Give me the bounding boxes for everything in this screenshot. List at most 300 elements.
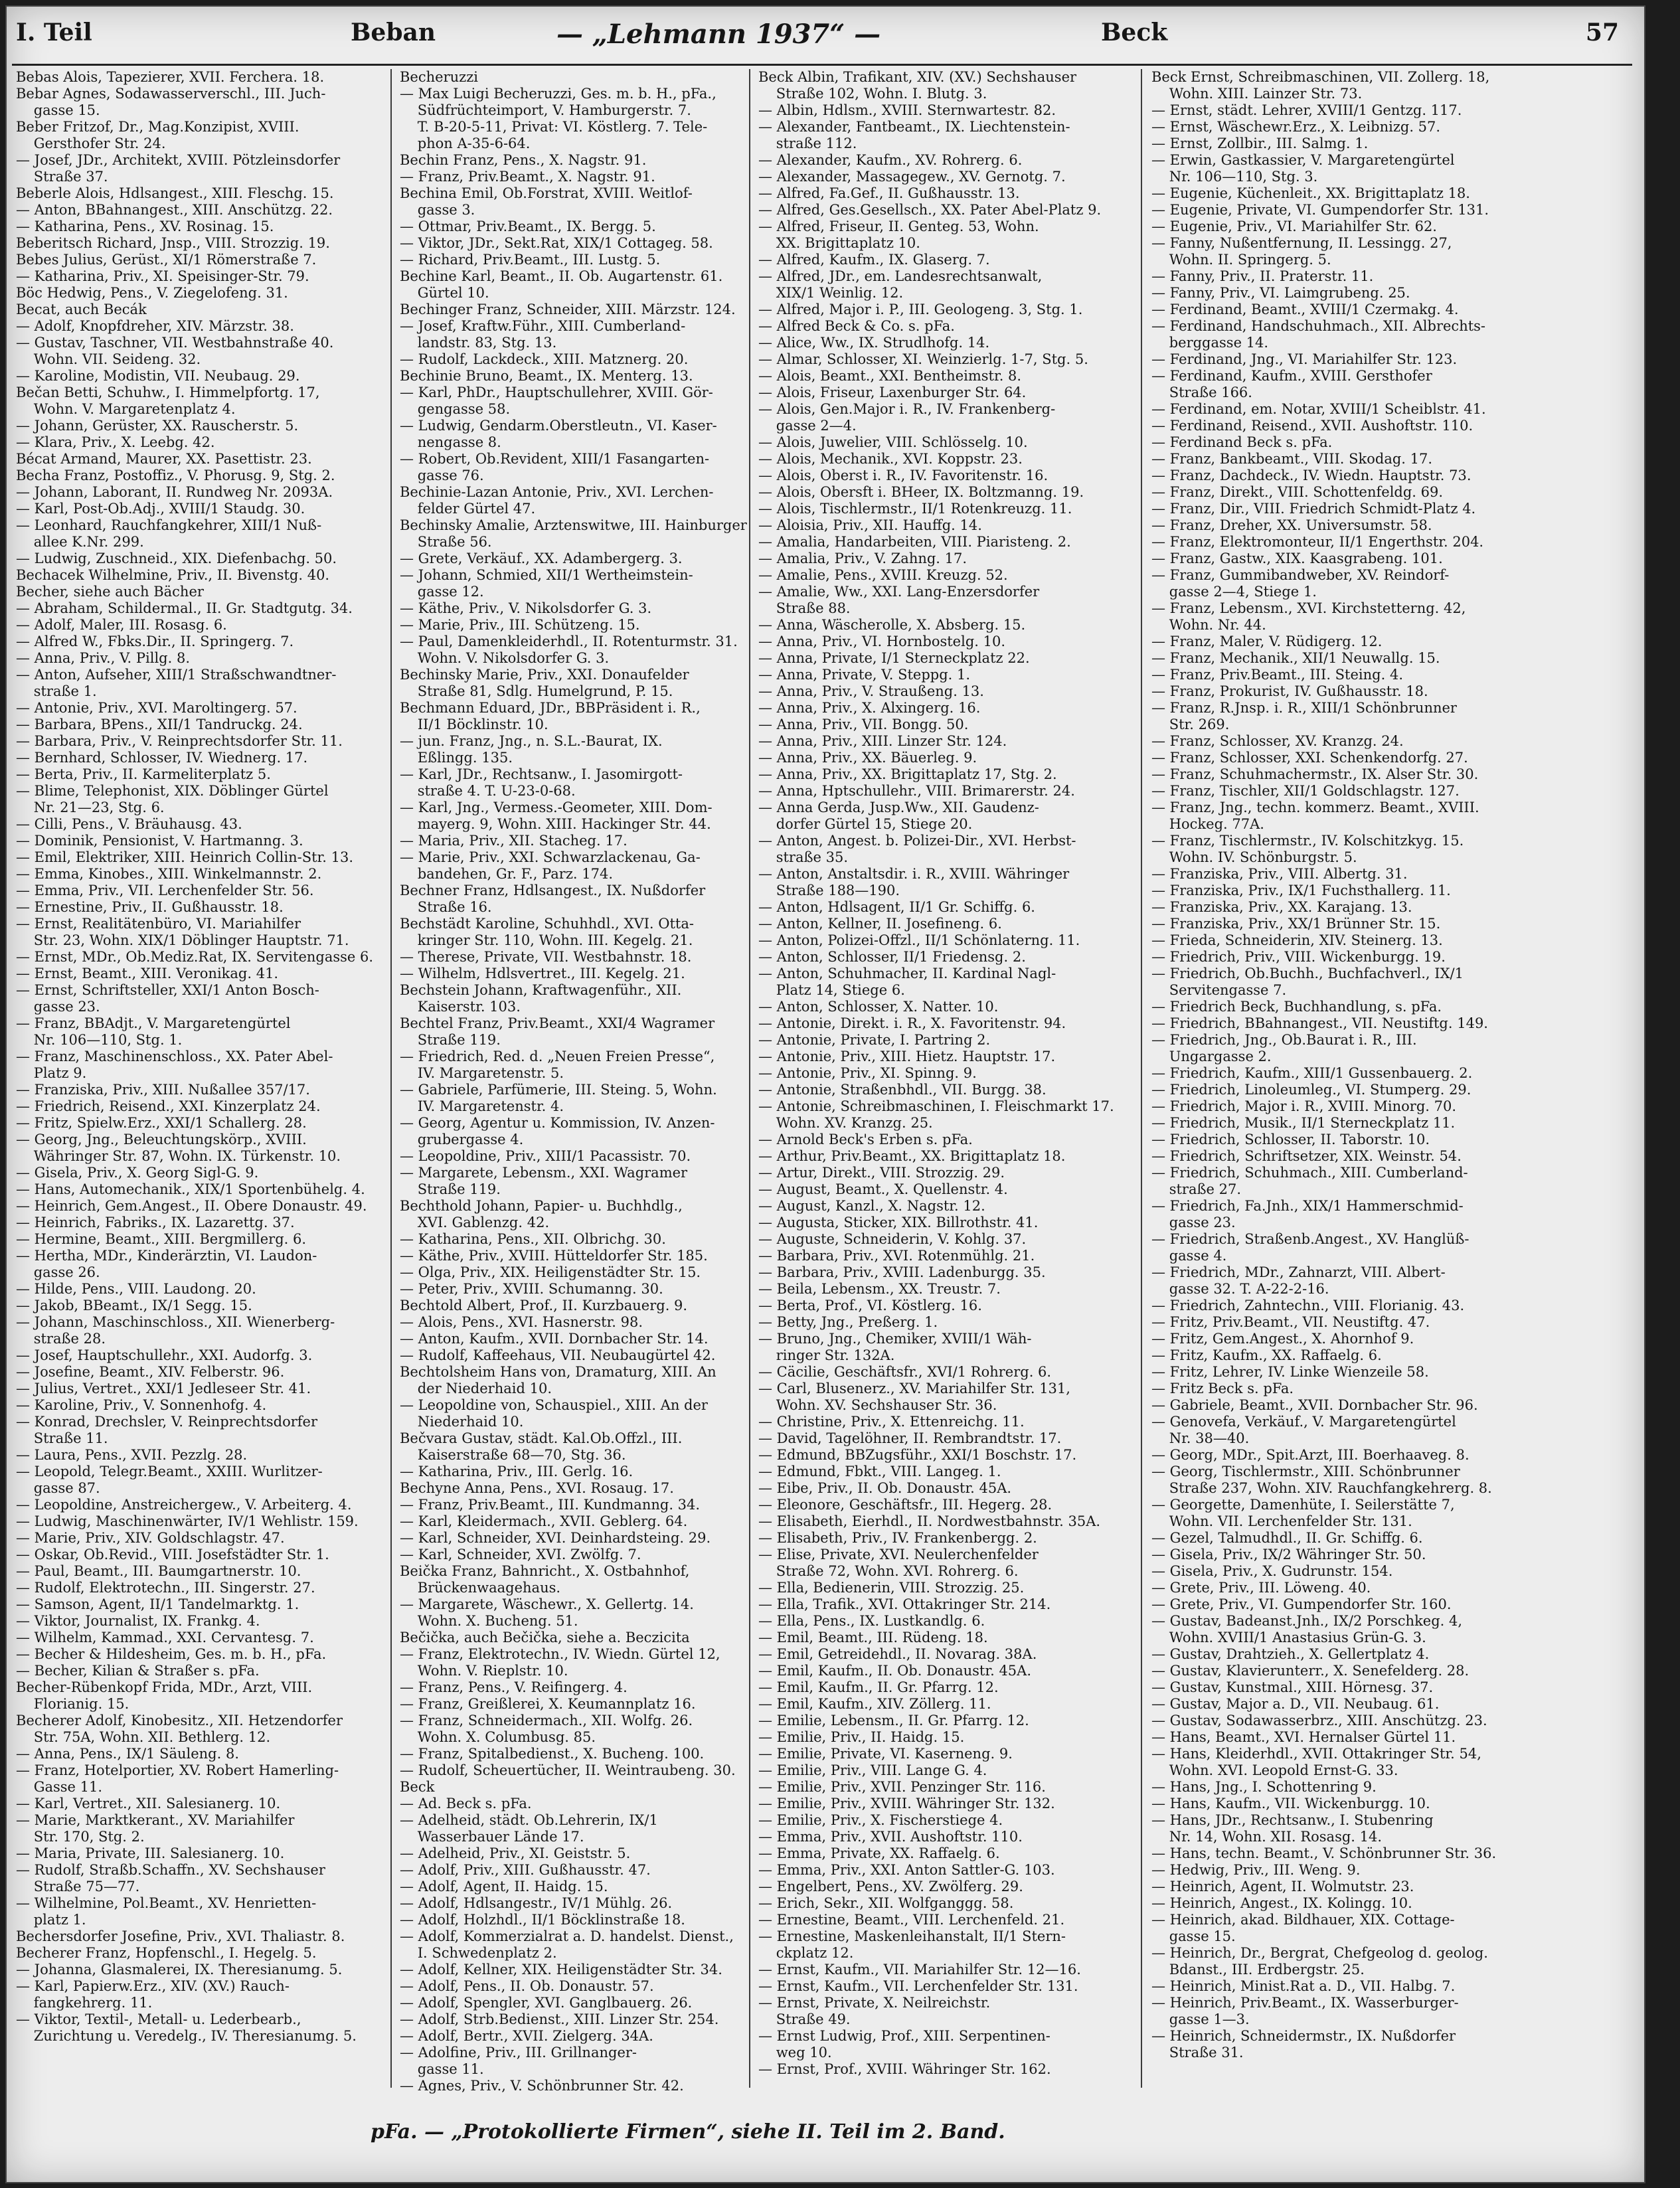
directory-entry: — Antonie, Schreibmaschinen, I. Fleischmarkt 17. xyxy=(758,1098,1114,1114)
directory-entry: — Alice, Ww., IX. Strudlhofg. 14. xyxy=(758,335,990,351)
directory-entry: — Maria, Priv., XII. Stacheg. 17. xyxy=(400,833,628,849)
directory-entry: — Ludwig, Zuschneid., XIX. Diefenbachg. 50. xyxy=(16,550,337,566)
directory-entry: — Fritz, Gem.Angest., X. Ahornhof 9. xyxy=(1151,1331,1414,1347)
directory-entry: Straße 166. xyxy=(1151,384,1252,400)
directory-entry: — Friedrich, Zahntechn., VIII. Florianig. 43. xyxy=(1151,1298,1465,1313)
directory-entry: — Hedwig, Priv., III. Weng. 9. xyxy=(1151,1862,1361,1878)
directory-entry: — Cilli, Pens., V. Bräuhausg. 43. xyxy=(16,816,242,832)
directory-entry: — Konrad, Drechsler, V. Reinprechtsdorfer xyxy=(16,1414,318,1430)
directory-entry: — Josef, Hauptschullehr., XXI. Audorfg. 3. xyxy=(16,1347,313,1363)
directory-entry: Bebar Agnes, Sodawasserverschl., III. Juch- xyxy=(16,86,326,102)
directory-entry: Währinger Str. 87, Wohn. IX. Türkenstr. 10. xyxy=(16,1148,341,1164)
directory-entry: — Franz, Prokurist, IV. Gußhausstr. 18. xyxy=(1151,683,1428,699)
directory-entry: — Ernst, Kaufm., VII. Mariahilfer Str. 12—16. xyxy=(758,1962,1081,1978)
directory-entry: Straße 237, Wohn. XIV. Rauchfangkehrerg. 8. xyxy=(1151,1480,1492,1496)
directory-entry: grubergasse 4. xyxy=(400,1132,524,1147)
directory-entry: — Olga, Priv., XIX. Heiligenstädter Str. 15. xyxy=(400,1264,701,1280)
directory-entry: — Anna Gerda, Jusp.Ww., XII. Gaudenz- xyxy=(758,799,1039,815)
directory-entry: Niederhaid 10. xyxy=(400,1414,524,1430)
directory-entry: — Ottmar, Priv.Beamt., IX. Bergg. 5. xyxy=(400,218,656,234)
directory-entry: — Ernestine, Priv., II. Gußhausstr. 18. xyxy=(16,899,284,915)
directory-entry: — Franz, Priv.Beamt., X. Nagstr. 91. xyxy=(400,169,655,185)
directory-entry: — Alois, Friseur, Laxenburger Str. 64. xyxy=(758,384,1027,400)
column-4 xyxy=(1147,69,1643,2081)
directory-entry: — Heinrich, Agent, II. Wolmutstr. 23. xyxy=(1151,1879,1414,1894)
directory-entry: — Amalia, Handarbeiten, VIII. Piaristeng. 2. xyxy=(758,534,1071,550)
directory-entry: — Friedrich, Major i. R., XVIII. Minorg. 70. xyxy=(1151,1098,1457,1114)
directory-entry: straße 1. xyxy=(16,683,97,699)
directory-entry: straße 112. xyxy=(758,135,857,151)
column-divider xyxy=(749,69,750,2088)
directory-entry: gasse 26. xyxy=(16,1264,100,1280)
directory-entry: — Anton, BBahnangest., XIII. Anschützg. 22. xyxy=(16,202,333,218)
directory-entry: — Adolf, Agent, II. Haidg. 15. xyxy=(400,1879,608,1894)
directory-entry: Wohn. XVI. Leopold Ernst-G. 33. xyxy=(1151,1762,1398,1778)
directory-entry: — Hans, Jng., I. Schottenring 9. xyxy=(1151,1779,1377,1795)
directory-entry: Bechinie Bruno, Beamt., IX. Menterg. 13. xyxy=(400,368,693,384)
directory-entry: — Fanny, Nußentfernung, II. Lessingg. 27, xyxy=(1151,235,1452,251)
directory-entry: — Heinrich, akad. Bildhauer, XIX. Cottage- xyxy=(1151,1912,1455,1928)
directory-entry: — Grete, Verkäuf., XX. Adambergerg. 3. xyxy=(400,550,683,566)
directory-entry: — Ferdinand, em. Notar, XVIII/1 Scheiblstr. 41. xyxy=(1151,401,1486,417)
directory-entry: — Franz, Elektromonteur, II/1 Engerthstr. 204. xyxy=(1151,534,1484,550)
directory-entry: — Bernhard, Schlosser, IV. Wiednerg. 17. xyxy=(16,750,308,766)
directory-entry: — Franz, Schlosser, XXI. Schenkendorfg. 27. xyxy=(1151,750,1468,766)
directory-entry: — Friedrich Beck, Buchhandlung, s. pFa. xyxy=(1151,999,1442,1015)
directory-entry: — Antonie, Priv., XVI. Maroltingerg. 57. xyxy=(16,700,297,716)
directory-entry: — Franz, Jng., techn. kommerz. Beamt., XVIII. xyxy=(1151,799,1479,815)
directory-entry: — Gustav, Badeanst.Jnh., IX/2 Porschkeg. 4, xyxy=(1151,1613,1463,1629)
page-title: — „Lehmann 1937“ — xyxy=(556,19,881,50)
directory-entry: — Alois, Pens., XVI. Hasnerstr. 98. xyxy=(400,1314,643,1330)
directory-entry: — Amalie, Ww., XXI. Lang-Enzersdorfer xyxy=(758,584,1040,600)
page-number: 57 xyxy=(1585,19,1619,46)
directory-entry: Wohn. VII. Lerchenfelder Str. 131. xyxy=(1151,1513,1412,1529)
directory-entry: Bechersdorfer Josefine, Priv., XVI. Thaliastr. 8. xyxy=(16,1928,345,1944)
directory-entry: — Adolfine, Priv., III. Grillnanger- xyxy=(400,2045,637,2061)
directory-entry: — Anna, Priv., X. Alxingerg. 16. xyxy=(758,700,981,716)
directory-entry: allee K.Nr. 299. xyxy=(16,534,144,550)
page-header xyxy=(5,9,1645,56)
directory-entry: — Heinrich, Gem.Angest., II. Obere Donaustr. 49. xyxy=(16,1198,367,1214)
directory-entry: — Christine, Priv., X. Ettenreichg. 11. xyxy=(758,1414,1025,1430)
directory-entry: — Gustav, Sodawasserbrz., XIII. Anschützg. 23. xyxy=(1151,1713,1487,1728)
directory-entry: — Bruno, Jng., Chemiker, XVIII/1 Wäh- xyxy=(758,1331,1032,1347)
directory-entry: — Richard, Priv.Beamt., III. Lustg. 5. xyxy=(400,252,661,268)
directory-entry: — Friedrich, Straßenb.Angest., XV. Hanglüß- xyxy=(1151,1231,1470,1247)
directory-entry: Becha Franz, Postoffiz., V. Phorusg. 9, Stg. 2. xyxy=(16,467,335,483)
directory-entry: — Emil, Elektriker, XIII. Heinrich Collin-Str. 13. xyxy=(16,849,353,865)
directory-entry: Nr. 14, Wohn. XII. Rosasg. 14. xyxy=(1151,1829,1383,1845)
directory-entry: — Wilhelm, Kammad., XXI. Cervantesg. 7. xyxy=(16,1630,314,1645)
directory-entry: Wohn. XV. Kranzg. 25. xyxy=(758,1115,933,1131)
directory-entry: straße 28. xyxy=(16,1331,106,1347)
directory-entry: — Emilie, Priv., II. Haidg. 15. xyxy=(758,1729,965,1745)
directory-entry: — Alois, Juwelier, VIII. Schlösselg. 10. xyxy=(758,434,1028,450)
directory-entry: — Gustav, Klavierunterr., X. Senefelderg. 28. xyxy=(1151,1663,1470,1679)
directory-entry: — Adolf, Strb.Bedienst., XIII. Linzer Str. 254. xyxy=(400,2011,719,2027)
directory-entry: — Adolf, Priv., XIII. Gußhausstr. 47. xyxy=(400,1862,651,1878)
directory-entry: Brückenwaagehaus. xyxy=(400,1580,561,1596)
directory-entry: — David, Tagelöhner, II. Rembrandtstr. 17. xyxy=(758,1430,1062,1446)
directory-entry: Straße 72, Wohn. XVI. Rohrerg. 6. xyxy=(758,1563,1019,1579)
directory-entry: — Franz, R.Jnsp. i. R., XIII/1 Schönbrunner xyxy=(1151,700,1457,716)
directory-entry: — Anna, Wäscherolle, X. Absberg. 15. xyxy=(758,617,1026,633)
directory-entry: — Heinrich, Dr., Bergrat, Chefgeolog d. geolog. xyxy=(1151,1945,1488,1961)
directory-entry: — Erich, Sekr., XII. Wolfganggg. 58. xyxy=(758,1895,1014,1911)
directory-entry: Bdanst., III. Erdbergstr. 25. xyxy=(1151,1962,1365,1978)
directory-entry: — Heinrich, Priv.Beamt., IX. Wasserburger- xyxy=(1151,1995,1459,2011)
directory-entry: Wohn. V. Nikolsdorfer G. 3. xyxy=(400,650,610,666)
directory-entry: weg 10. xyxy=(758,2045,832,2061)
directory-entry: — Ernst Ludwig, Prof., XIII. Serpentinen- xyxy=(758,2028,1050,2044)
directory-entry: — Abraham, Schildermal., II. Gr. Stadtgutg. 34. xyxy=(16,600,353,616)
directory-entry: — Karl, Papierw.Erz., XIV. (XV.) Rauch- xyxy=(16,1978,290,1994)
directory-entry: Becherer Adolf, Kinobesitz., XII. Hetzendorfer xyxy=(16,1713,343,1728)
directory-entry: — Emilie, Priv., VIII. Lange G. 4. xyxy=(758,1762,987,1778)
directory-entry: — Friedrich, Schlosser, II. Taborstr. 10. xyxy=(1151,1132,1430,1147)
directory-entry: — Laura, Pens., XVII. Pezzlg. 28. xyxy=(16,1447,248,1463)
directory-entry: — Alois, Mechanik., XVI. Koppstr. 23. xyxy=(758,451,1023,467)
directory-entry: — Ernst, Private, X. Neilreichstr. xyxy=(758,1995,991,2011)
directory-entry: — Friedrich, Kaufm., XIII/1 Gussenbauerg. 2. xyxy=(1151,1065,1473,1081)
directory-entry: — Georg, Jng., Beleuchtungskörp., XVIII. xyxy=(16,1132,307,1147)
directory-entry: — Gustav, Major a. D., VII. Neubaug. 61. xyxy=(1151,1696,1440,1712)
directory-entry: — Hertha, MDr., Kinderärztin, VI. Laudon- xyxy=(16,1248,317,1264)
directory-entry: — Karl, JDr., Rechtsanw., I. Jasomirgott- xyxy=(400,766,683,782)
directory-entry: Wasserbauer Lände 17. xyxy=(400,1829,584,1845)
directory-entry: — Georg, MDr., Spit.Arzt, III. Boerhaaveg. 8. xyxy=(1151,1447,1470,1463)
directory-entry: Servitengasse 7. xyxy=(1151,982,1287,998)
directory-entry: — Adolf, Maler, III. Rosasg. 6. xyxy=(16,617,227,633)
directory-entry: Straße 75—77. xyxy=(16,1879,140,1894)
directory-entry: Südfrüchteimport, V. Hamburgerstr. 7. xyxy=(400,102,691,118)
directory-entry: — Emma, Priv., XXI. Anton Sattler-G. 103. xyxy=(758,1862,1055,1878)
directory-entry: — Dominik, Pensionist, V. Hartmanng. 3. xyxy=(16,833,303,849)
directory-entry: — Ernst, Kaufm., VII. Lerchenfelder Str. 131. xyxy=(758,1978,1078,1994)
directory-entry: — Auguste, Schneiderin, V. Kohlg. 37. xyxy=(758,1231,1027,1247)
left-keyword: Beban xyxy=(351,19,436,46)
page-footer: pFa. — „Protokollierte Firmen“, siehe II. Teil im 2. Band. xyxy=(371,2120,1005,2144)
directory-entry: — Josef, Kraftw.Führ., XIII. Cumberland- xyxy=(400,318,686,334)
directory-entry: — Therese, Private, VII. Westbahnstr. 18. xyxy=(400,949,692,965)
directory-entry: landstr. 83, Stg. 13. xyxy=(400,335,557,351)
directory-entry: — Anna, Pens., IX/1 Säuleng. 8. xyxy=(16,1746,239,1762)
directory-entry: — Friedrich, Priv., VIII. Wickenburgg. 19. xyxy=(1151,949,1446,965)
directory-entry: — Georg, Agentur u. Kommission, IV. Anzen- xyxy=(400,1115,715,1131)
directory-entry: — Heinrich, Fabriks., IX. Lazarettg. 37. xyxy=(16,1215,295,1230)
directory-entry: — Julius, Vertret., XXI/1 Jedleseer Str. 41. xyxy=(16,1381,311,1396)
directory-entry: — Katharina, Pens., XV. Rosinag. 15. xyxy=(16,218,274,234)
directory-entry: — Ludwig, Gendarm.Oberstleutn., VI. Kaser- xyxy=(400,418,717,434)
directory-entry: Becher-Rübenkopf Frida, MDr., Arzt, VIII. xyxy=(16,1679,313,1695)
directory-entry: — Antonie, Private, I. Partring 2. xyxy=(758,1032,991,1048)
directory-entry: — Agnes, Priv., V. Schönbrunner Str. 42. xyxy=(400,2078,684,2094)
directory-entry: — Fritz, Lehrer, IV. Linke Wienzeile 58. xyxy=(1151,1364,1429,1380)
directory-entry: — Karl, Post-Ob.Adj., XVIII/1 Staudg. 30. xyxy=(16,501,305,517)
directory-entry: Wohn. Nr. 44. xyxy=(1151,617,1266,633)
directory-entry: Wohn. X. Columbusg. 85. xyxy=(400,1729,596,1745)
directory-entry: — Marie, Marktkerant., XV. Mariahilfer xyxy=(16,1812,295,1828)
directory-entry: — Maria, Private, III. Salesianerg. 10. xyxy=(16,1845,285,1861)
directory-entry: — Anna, Priv., VII. Bongg. 50. xyxy=(758,716,969,732)
directory-entry: — Elise, Private, XVI. Neulerchenfelder xyxy=(758,1547,1039,1562)
directory-entry: Gürtel 10. xyxy=(400,285,489,301)
directory-entry: — Grete, Priv., III. Löweng. 40. xyxy=(1151,1580,1371,1596)
directory-entry: Straße 102, Wohn. I. Blutg. 3. xyxy=(758,86,987,102)
directory-entry: — Fanny, Priv., VI. Laimgrubeng. 25. xyxy=(1151,285,1410,301)
directory-entry: — jun. Franz, Jng., n. S.L.-Baurat, IX. xyxy=(400,733,663,749)
directory-entry: — Beila, Lebensm., XX. Treustr. 7. xyxy=(758,1281,1001,1297)
directory-entry: — Ernestine, Maskenleihanstalt, II/1 Stern- xyxy=(758,1928,1066,1944)
directory-entry: — Anton, Polizei-Offzl., II/1 Schönlaterng. 11. xyxy=(758,932,1080,948)
directory-entry: — Rudolf, Kaffeehaus, VII. Neubaugürtel 42. xyxy=(400,1347,716,1363)
directory-entry: Platz 14, Stiege 6. xyxy=(758,982,905,998)
directory-entry: Bechmann Eduard, JDr., BBPräsident i. R., xyxy=(400,700,701,716)
directory-entry: Wohn. XVIII/1 Anastasius Grün-G. 3. xyxy=(1151,1630,1426,1645)
directory-entry: — Gabriele, Parfümerie, III. Steing. 5, Wohn. xyxy=(400,1082,717,1098)
directory-entry: — Ludwig, Maschinenwärter, IV/1 Wehlistr. 159. xyxy=(16,1513,359,1529)
directory-entry: — Anton, Schuhmacher, II. Kardinal Nagl- xyxy=(758,966,1056,981)
directory-entry: mayerg. 9, Wohn. XIII. Hackinger Str. 44. xyxy=(400,816,711,832)
directory-entry: — Johanna, Glasmalerei, IX. Theresianumg. 5. xyxy=(16,1962,343,1978)
directory-entry: — Augusta, Sticker, XIX. Billrothstr. 41. xyxy=(758,1215,1039,1230)
directory-entry: phon A-35-6-64. xyxy=(400,135,531,151)
directory-entry: bandehen, Gr. F., Parz. 174. xyxy=(400,866,613,882)
directory-entry: — Emilie, Priv., XVII. Penzinger Str. 116. xyxy=(758,1779,1046,1795)
directory-entry: — Friedrich, Musik., II/1 Sterneckplatz 11. xyxy=(1151,1115,1456,1131)
directory-entry: — Hans, Kaufm., VII. Wickenburgg. 10. xyxy=(1151,1796,1430,1811)
directory-entry: — Adolf, Kellner, XIX. Heiligenstädter Str. 34. xyxy=(400,1962,722,1978)
directory-entry: Bechinger Franz, Schneider, XIII. Märzstr. 124. xyxy=(400,301,736,317)
directory-entry: — Arnold Beck's Erben s. pFa. xyxy=(758,1132,973,1147)
directory-entry: — Antonie, Straßenbhdl., VII. Burgg. 38. xyxy=(758,1082,1047,1098)
directory-entry: — Katharina, Priv., XI. Speisinger-Str. 79. xyxy=(16,268,309,284)
directory-entry: Bechinsky Amalie, Arztenswitwe, III. Hainburger xyxy=(400,517,747,533)
directory-entry: — Franz, Dreher, XX. Universumstr. 58. xyxy=(1151,517,1432,533)
directory-entry: Bechthold Johann, Papier- u. Buchhdlg., xyxy=(400,1198,683,1214)
directory-entry: — Gustav, Kunstmal., XIII. Hörnesg. 37. xyxy=(1151,1679,1434,1695)
directory-entry: Straße 31. xyxy=(1151,2045,1244,2061)
directory-entry: — Franz, Schlosser, XV. Kranzg. 24. xyxy=(1151,733,1404,749)
directory-entry: Straße 16. xyxy=(400,899,492,915)
directory-entry: — Ernst, Zollbir., III. Salmg. 1. xyxy=(1151,135,1369,151)
directory-entry: Bečan Betti, Schuhw., I. Himmelpfortg. 17, xyxy=(16,384,320,400)
directory-entry: ringer Str. 132A. xyxy=(758,1347,895,1363)
directory-entry: — Adolf, Knopfdreher, XIV. Märzstr. 38. xyxy=(16,318,294,334)
right-keyword: Beck xyxy=(1101,19,1168,46)
directory-entry: — Karl, Vertret., XII. Salesianerg. 10. xyxy=(16,1796,281,1811)
directory-entry: — Gezel, Talmudhdl., II. Gr. Schiffg. 6. xyxy=(1151,1530,1423,1546)
directory-entry: Straße 188—190. xyxy=(758,883,900,898)
directory-entry: — Adolf, Kommerzialrat a. D. handelst. Dienst., xyxy=(400,1928,734,1944)
directory-entry: — Engelbert, Pens., XV. Zwölferg. 29. xyxy=(758,1879,1023,1894)
directory-entry: gasse 2—4, Stiege 1. xyxy=(1151,584,1317,600)
directory-entry: Kaiserstraße 68—70, Stg. 36. xyxy=(400,1447,626,1463)
directory-entry: — Adolf, Holzhdl., II/1 Böcklinstraße 18. xyxy=(400,1912,685,1928)
directory-entry: — Franz, Direkt., VIII. Schottenfeldg. 69. xyxy=(1151,484,1444,500)
directory-entry: — Betty, Jng., Preßerg. 1. xyxy=(758,1314,938,1330)
directory-entry: — Barbara, Priv., XVIII. Ladenburgg. 35. xyxy=(758,1264,1046,1280)
directory-entry: — Franz, Maler, V. Rüdigerg. 12. xyxy=(1151,633,1383,649)
directory-entry: der Niederhaid 10. xyxy=(400,1381,552,1396)
directory-entry: — Antonie, Direkt. i. R., X. Favoritenstr. 94. xyxy=(758,1015,1066,1031)
directory-entry: — Eugenie, Priv., VI. Mariahilfer Str. 62. xyxy=(1151,218,1437,234)
directory-entry: gasse 32. T. A-22-2-16. xyxy=(1151,1281,1329,1297)
directory-entry: — Friedrich, Linoleumleg., VI. Stumperg. 29. xyxy=(1151,1082,1471,1098)
directory-entry: — Alois, Tischlermstr., II/1 Rotenkreuzg. 11. xyxy=(758,501,1072,517)
directory-entry: T. B-20-5-11, Privat: VI. Köstlerg. 7. Tele- xyxy=(400,119,708,135)
directory-entry: Beck Ernst, Schreibmaschinen, VII. Zollerg. 18, xyxy=(1151,69,1490,85)
directory-entry: — Friedrich, BBahnangest., VII. Neustiftg. 149. xyxy=(1151,1015,1488,1031)
directory-entry: — Alfred, Friseur, II. Genteg. 53, Wohn. xyxy=(758,218,1039,234)
directory-entry: Straße 119. xyxy=(400,1032,501,1048)
directory-entry: I. Schwedenplatz 2. xyxy=(400,1945,557,1961)
directory-entry: — Marie, Priv., III. Schützeng. 15. xyxy=(400,617,640,633)
directory-entry: — Hans, Kleiderhdl., XVII. Ottakringer Str. 54, xyxy=(1151,1746,1481,1762)
directory-entry: — Hans, Automechanik., XIX/1 Sportenbühelg. 4. xyxy=(16,1181,365,1197)
directory-entry: — Ella, Pens., IX. Lustkandlg. 6. xyxy=(758,1613,985,1629)
directory-entry: straße 27. xyxy=(1151,1181,1242,1197)
directory-entry: — Franz, Elektrotechn., IV. Wiedn. Gürtel 12, xyxy=(400,1646,720,1662)
directory-entry: — Ernst, Realitätenbüro, VI. Mariahilfer xyxy=(16,916,301,932)
directory-entry: — Ella, Bedienerin, VIII. Strozzig. 25. xyxy=(758,1580,1025,1596)
directory-entry: Wohn. X. Bucheng. 51. xyxy=(400,1613,578,1629)
directory-entry: — Alois, Gen.Major i. R., IV. Frankenberg- xyxy=(758,401,1056,417)
directory-entry: — Anna, Priv., XIII. Linzer Str. 124. xyxy=(758,733,1007,749)
directory-entry: Eßlingg. 135. xyxy=(400,750,513,766)
directory-entry: XX. Brigittaplatz 10. xyxy=(758,235,920,251)
directory-entry: — Emilie, Lebensm., II. Gr. Pfarrg. 12. xyxy=(758,1713,1029,1728)
directory-entry: — Emilie, Priv., XVIII. Währinger Str. 132. xyxy=(758,1796,1055,1811)
directory-entry: Bechstein Johann, Kraftwagenführ., XII. xyxy=(400,982,682,998)
column-divider xyxy=(1141,69,1142,2088)
directory-entry: — Alexander, Massagegew., XV. Gernotg. 7. xyxy=(758,169,1066,185)
directory-entry: Bechine Karl, Beamt., II. Ob. Augartenstr. 61. xyxy=(400,268,723,284)
directory-entry: — Franz, Priv.Beamt., III. Kundmanng. 34. xyxy=(400,1497,701,1513)
directory-entry: — Adelheid, Priv., XI. Geiststr. 5. xyxy=(400,1845,631,1861)
directory-entry: — Alfred, Major i. P., III. Geologeng. 3, Stg. 1. xyxy=(758,301,1083,317)
directory-entry: Bechinsky Marie, Priv., XXI. Donaufelder xyxy=(400,667,689,683)
directory-entry: — Oskar, Ob.Revid., VIII. Josefstädter Str. 1. xyxy=(16,1547,329,1562)
directory-entry: — Edmund, BBZugsführ., XXI/1 Boschstr. 17. xyxy=(758,1447,1077,1463)
directory-entry: Straße 49. xyxy=(758,2011,851,2027)
directory-entry: — Friedrich, Schriftsetzer, XIX. Weinstr. 54. xyxy=(1151,1148,1462,1164)
directory-entry: — Rudolf, Scheuertücher, II. Weintraubeng. 30. xyxy=(400,1762,736,1778)
directory-entry: Gasse 11. xyxy=(16,1779,103,1795)
directory-entry: gasse 23. xyxy=(16,999,100,1015)
directory-entry: — Friedrich, Schuhmach., XIII. Cumberland- xyxy=(1151,1165,1468,1181)
directory-entry: ckplatz 12. xyxy=(758,1945,854,1961)
directory-entry: — Anton, Kellner, II. Josefineng. 6. xyxy=(758,916,1002,932)
directory-entry: — Viktor, Journalist, IX. Frankg. 4. xyxy=(16,1613,260,1629)
directory-entry: — Katharina, Pens., XII. Olbrichg. 30. xyxy=(400,1231,666,1247)
directory-entry: — Barbara, BPens., XII/1 Tandruckg. 24. xyxy=(16,716,303,732)
directory-entry: — Emilie, Priv., X. Fischerstiege 4. xyxy=(758,1812,1003,1828)
directory-entry: — Friedrich, Jng., Ob.Baurat i. R., III. xyxy=(1151,1032,1417,1048)
directory-entry: — Friedrich, Fa.Jnh., XIX/1 Hammerschmid- xyxy=(1151,1198,1464,1214)
directory-entry: Bechyne Anna, Pens., XVI. Rosaug. 17. xyxy=(400,1480,674,1496)
directory-entry: — August, Beamt., X. Quellenstr. 4. xyxy=(758,1181,1008,1197)
directory-entry: Bečvara Gustav, städt. Kal.Ob.Offzl., III. xyxy=(400,1430,683,1446)
directory-entry: berggasse 14. xyxy=(1151,335,1269,351)
directory-entry: — Franziska, Priv., IX/1 Fuchsthallerg. 11. xyxy=(1151,883,1451,898)
directory-entry: Str. 75A, Wohn. XII. Bethlerg. 12. xyxy=(16,1729,271,1745)
directory-entry: gasse 12. xyxy=(400,584,484,600)
directory-entry: — Franz, Dir., VIII. Friedrich Schmidt-Platz 4. xyxy=(1151,501,1476,517)
directory-entry: Wohn. IV. Schönburgstr. 5. xyxy=(1151,849,1357,865)
directory-entry: — Anton, Angest. b. Polizei-Dir., XVI. Herbst- xyxy=(758,833,1076,849)
directory-entry: — Antonie, Priv., XI. Spinng. 9. xyxy=(758,1065,977,1081)
directory-entry: Nr. 106—110, Stg. 3. xyxy=(1151,169,1318,185)
directory-entry: — Anna, Private, I/1 Sterneckplatz 22. xyxy=(758,650,1030,666)
directory-entry: — Ernestine, Beamt., VIII. Lerchenfeld. 21. xyxy=(758,1912,1065,1928)
directory-entry: — Franziska, Priv., XX. Karajang. 13. xyxy=(1151,899,1412,915)
directory-entry: — Margarete, Lebensm., XXI. Wagramer xyxy=(400,1165,688,1181)
directory-entry: — Genovefa, Verkäuf., V. Margaretengürtel xyxy=(1151,1414,1456,1430)
directory-entry: Bechina Emil, Ob.Forstrat, XVIII. Weitlof- xyxy=(400,185,693,201)
directory-entry: dorfer Gürtel 15, Stiege 20. xyxy=(758,816,973,832)
directory-entry: — Anton, Anstaltsdir. i. R., XVIII. Währinger xyxy=(758,866,1070,882)
directory-entry: gasse 23. xyxy=(1151,1215,1236,1230)
directory-entry: Nr. 106—110, Stg. 1. xyxy=(16,1032,183,1048)
directory-entry: Str. 269. xyxy=(1151,716,1230,732)
directory-entry: — Karoline, Priv., V. Sonnenhofg. 4. xyxy=(16,1397,267,1413)
directory-entry: gasse 15. xyxy=(1151,1928,1236,1944)
directory-entry: — Heinrich, Minist.Rat a. D., VII. Halbg. 7. xyxy=(1151,1978,1456,1994)
directory-entry: — Ferdinand, Handschuhmach., XII. Albrechts- xyxy=(1151,318,1486,334)
directory-entry: — Elisabeth, Priv., IV. Frankenbergg. 2. xyxy=(758,1530,1037,1546)
directory-entry: Straße 81, Sdlg. Humelgrund, P. 15. xyxy=(400,683,673,699)
directory-entry: Wohn. VII. Seideng. 32. xyxy=(16,351,201,367)
directory-entry: — Emma, Priv., XVII. Aushoftstr. 110. xyxy=(758,1829,1023,1845)
directory-entry: Platz 9. xyxy=(16,1065,87,1081)
directory-entry: — Anton, Hdlsagent, II/1 Gr. Schiffg. 6. xyxy=(758,899,1035,915)
directory-entry: Zurichtung u. Veredelg., IV. Theresianumg. 5. xyxy=(16,2028,357,2044)
directory-entry: — Käthe, Priv., XVIII. Hütteldorfer Str. 185. xyxy=(400,1248,708,1264)
directory-entry: — Emma, Priv., VII. Lerchenfelder Str. 56. xyxy=(16,883,314,898)
directory-entry: — Samson, Agent, II/1 Tandelmarktg. 1. xyxy=(16,1596,299,1612)
directory-entry: — Johann, Laborant, II. Rundweg Nr. 2093A. xyxy=(16,484,333,500)
directory-entry: — Viktor, Textil-, Metall- u. Lederbearb., xyxy=(16,2011,301,2027)
directory-entry: — Josef, JDr., Architekt, XVIII. Pötzleinsdorfer xyxy=(16,152,341,168)
directory-entry: — Berta, Prof., VI. Köstlerg. 16. xyxy=(758,1298,982,1313)
directory-entry: — Marie, Priv., XIV. Goldschlagstr. 47. xyxy=(16,1530,285,1546)
directory-entry: Böc Hedwig, Pens., V. Ziegelofeng. 31. xyxy=(16,285,288,301)
directory-entry: — Franz, Schneidermach., XII. Wolfg. 26. xyxy=(400,1713,693,1728)
directory-entry: platz 1. xyxy=(16,1912,86,1928)
directory-entry: II/1 Böcklinstr. 10. xyxy=(400,716,548,732)
directory-entry: — Alfred W., Fbks.Dir., II. Springerg. 7. xyxy=(16,633,294,649)
directory-entry: — Almar, Schlosser, XI. Weinzierlg. 1-7, Stg. 5. xyxy=(758,351,1088,367)
directory-entry: — Gisela, Priv., X. Gudrunstr. 154. xyxy=(1151,1563,1393,1579)
column-3 xyxy=(754,69,1147,2081)
directory-entry: — Johann, Schmied, XII/1 Wertheimstein- xyxy=(400,567,693,583)
directory-entry: — Friedrich, Ob.Buchh., Buchfachverl., IX/1 xyxy=(1151,966,1464,981)
directory-entry: — Adelheid, städt. Ob.Lehrerin, IX/1 xyxy=(400,1812,658,1828)
directory-entry: straße 4. T. U-23-0-68. xyxy=(400,783,576,799)
directory-entry: — Katharina, Priv., III. Gerlg. 16. xyxy=(400,1464,633,1479)
directory-entry: Bechstädt Karoline, Schuhhdl., XVI. Otta- xyxy=(400,916,694,932)
directory-entry: — Adolf, Pens., II. Ob. Donaustr. 57. xyxy=(400,1978,654,1994)
directory-entry: Nr. 21—23, Stg. 6. xyxy=(16,799,165,815)
directory-entry: — Leopoldine, Priv., XIII/1 Pacassistr. 70. xyxy=(400,1148,691,1164)
directory-entry: Bechtold Albert, Prof., II. Kurzbauerg. 9. xyxy=(400,1298,688,1313)
directory-entry: — Hilde, Pens., VIII. Laudong. 20. xyxy=(16,1281,256,1297)
directory-entry: gasse 3. xyxy=(400,202,475,218)
directory-entry: — Johann, Maschinschloss., XII. Wienerberg- xyxy=(16,1314,335,1330)
directory-entry: — Antonie, Priv., XIII. Hietz. Hauptstr. 17. xyxy=(758,1049,1056,1064)
